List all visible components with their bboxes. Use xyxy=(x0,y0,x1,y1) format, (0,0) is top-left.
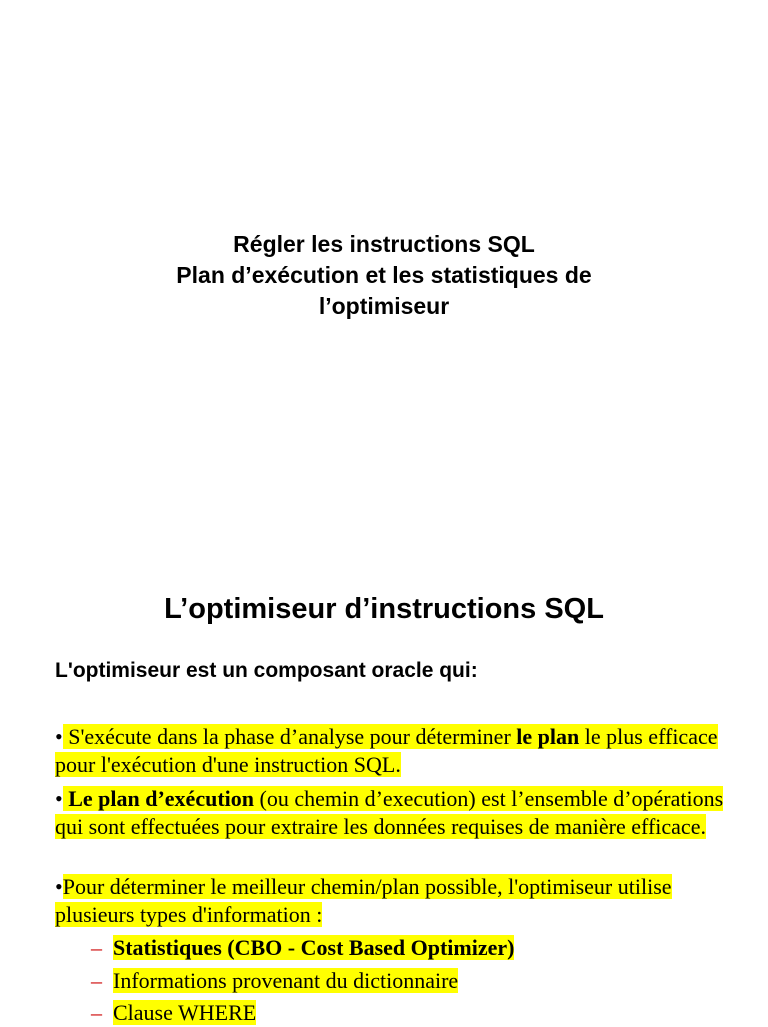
slide-1-title-line-1: Régler les instructions SQL xyxy=(233,231,535,257)
dash-icon: – xyxy=(91,1000,102,1025)
dash-icon: – xyxy=(91,968,102,993)
bullet-icon: • xyxy=(55,724,63,749)
bullet-1-text-pre: S'exécute dans la phase d’analyse pour déterminer xyxy=(62,724,517,749)
sub-item-3-text: Clause WHERE xyxy=(113,1000,257,1025)
bullet-icon: • xyxy=(55,874,63,899)
bullet-2-text-post: (ou chemin d’execution) est l’ensemble d’opérations qui sont effectuées pour extraire les données requises de manière efficace. xyxy=(55,786,724,839)
bullet-icon: • xyxy=(55,786,63,811)
slide-1-title-line-2: Plan d’exécution et les statistiques de xyxy=(176,262,592,288)
sub-item-statistiques xyxy=(91,934,514,962)
intro-text: L'optimiseur est un composant oracle qui: xyxy=(55,659,478,682)
bullet-item-1 xyxy=(55,723,735,779)
sub-item-where xyxy=(91,999,256,1027)
slide-1-title xyxy=(0,229,768,322)
sub-item-1-text: Statistiques (CBO - Cost Based Optimizer) xyxy=(113,935,515,960)
dash-icon: – xyxy=(91,935,102,960)
sub-item-dictionnaire xyxy=(91,967,458,995)
bullet-1-text-post: le plus efficace pour l'exécution d'une instruction SQL. xyxy=(55,724,718,777)
bullet-2-text-bold: Le plan d’exécution xyxy=(68,786,254,811)
slide-1-title-line-3: l’optimiseur xyxy=(318,293,450,319)
bullet-3-text-pre: Pour déterminer le meilleur chemin/plan possible, l'optimiseur utilise plusieurs types d'information : xyxy=(55,874,672,927)
bullet-1-text-bold: le plan xyxy=(516,724,580,749)
sub-item-2-text: Informations provenant du dictionnaire xyxy=(113,968,459,993)
bullet-item-3 xyxy=(55,873,735,929)
slide-2-title: L’optimiseur d’instructions SQL xyxy=(164,593,604,625)
bullet-item-2 xyxy=(55,785,735,841)
